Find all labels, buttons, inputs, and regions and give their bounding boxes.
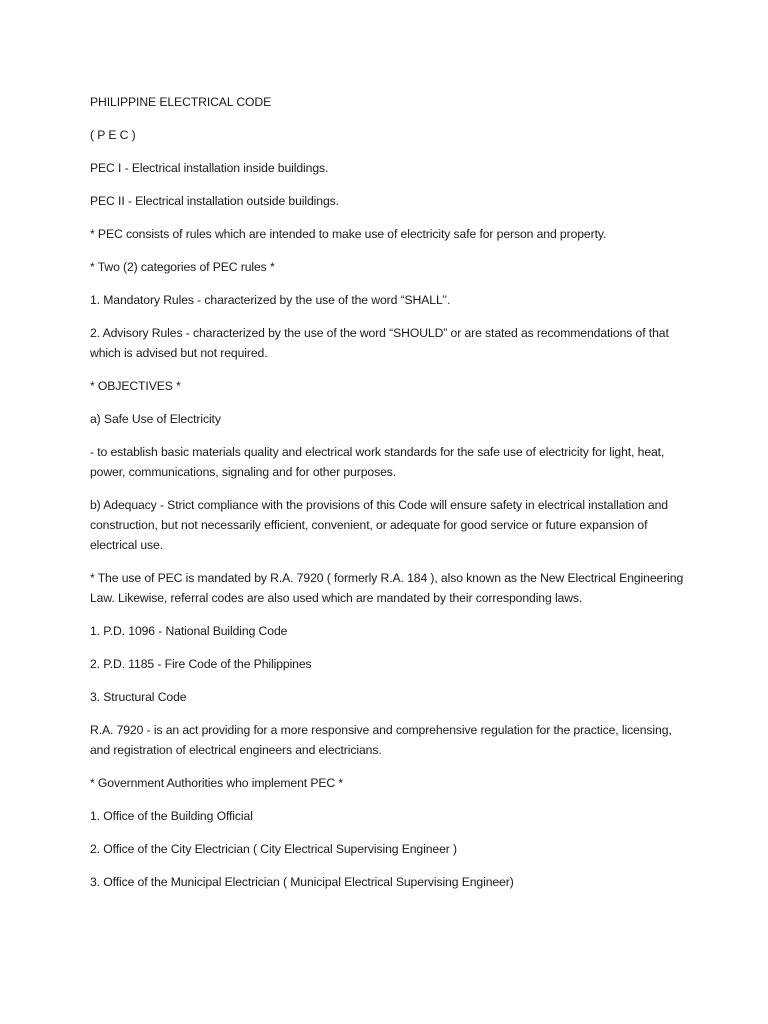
paragraph-building-official: 1. Office of the Building Official	[90, 809, 253, 823]
paragraph-advisory-rules: 2. Advisory Rules - characterized by the use of the word “SHOULD” or are stated as recommendations of that which is advised but not required.	[90, 326, 669, 360]
paragraph-mandate: * The use of PEC is mandated by R.A. 7920 ( formerly R.A. 184 ), also known as the New Electrical Engineering Law. Likewise, referral codes are also used which are mandated by their corresponding laws.	[90, 571, 684, 605]
paragraph-objectives-heading: * OBJECTIVES *	[90, 379, 181, 393]
paragraph-city-electrician: 2. Office of the City Electrician ( City Electrical Supervising Engineer )	[90, 842, 457, 856]
document-title: PHILIPPINE ELECTRICAL CODE	[90, 95, 272, 109]
paragraph-adequacy: b) Adequacy - Strict compliance with the provisions of this Code will ensure safety in electrical installation and construction, but not necessarily efficient, convenient, or adequate for good service or future expansion of electrical use.	[90, 498, 668, 552]
paragraph-pec-rules: * PEC consists of rules which are intended to make use of electricity safe for person and property.	[90, 227, 607, 241]
paragraph-authorities-heading: * Government Authorities who implement PEC *	[90, 776, 344, 790]
paragraph-pec-2: PEC II - Electrical installation outside buildings.	[90, 194, 339, 208]
paragraph-pd-1096: 1. P.D. 1096 - National Building Code	[90, 624, 288, 638]
document-subtitle: ( P E C )	[90, 128, 136, 142]
paragraph-pd-1185: 2. P.D. 1185 - Fire Code of the Philippines	[90, 657, 312, 671]
paragraph-municipal-electrician: 3. Office of the Municipal Electrician ( Municipal Electrical Supervising Engineer)	[90, 875, 514, 889]
paragraph-categories-heading: * Two (2) categories of PEC rules *	[90, 260, 275, 274]
paragraph-pec-1: PEC I - Electrical installation inside buildings.	[90, 161, 329, 175]
paragraph-safe-use-detail: - to establish basic materials quality and electrical work standards for the safe use of electricity for light, heat, power, communications, signaling and for other purposes.	[90, 445, 665, 479]
paragraph-mandatory-rules: 1. Mandatory Rules - characterized by the use of the word “SHALL’’.	[90, 293, 451, 307]
paragraph-safe-use: a) Safe Use of Electricity	[90, 412, 221, 426]
document-body	[90, 92, 690, 905]
paragraph-structural-code: 3. Structural Code	[90, 690, 187, 704]
paragraph-ra-7920: R.A. 7920 - is an act providing for a more responsive and comprehensive regulation for the practice, licensing, and registration of electrical engineers and electricians.	[90, 723, 672, 757]
